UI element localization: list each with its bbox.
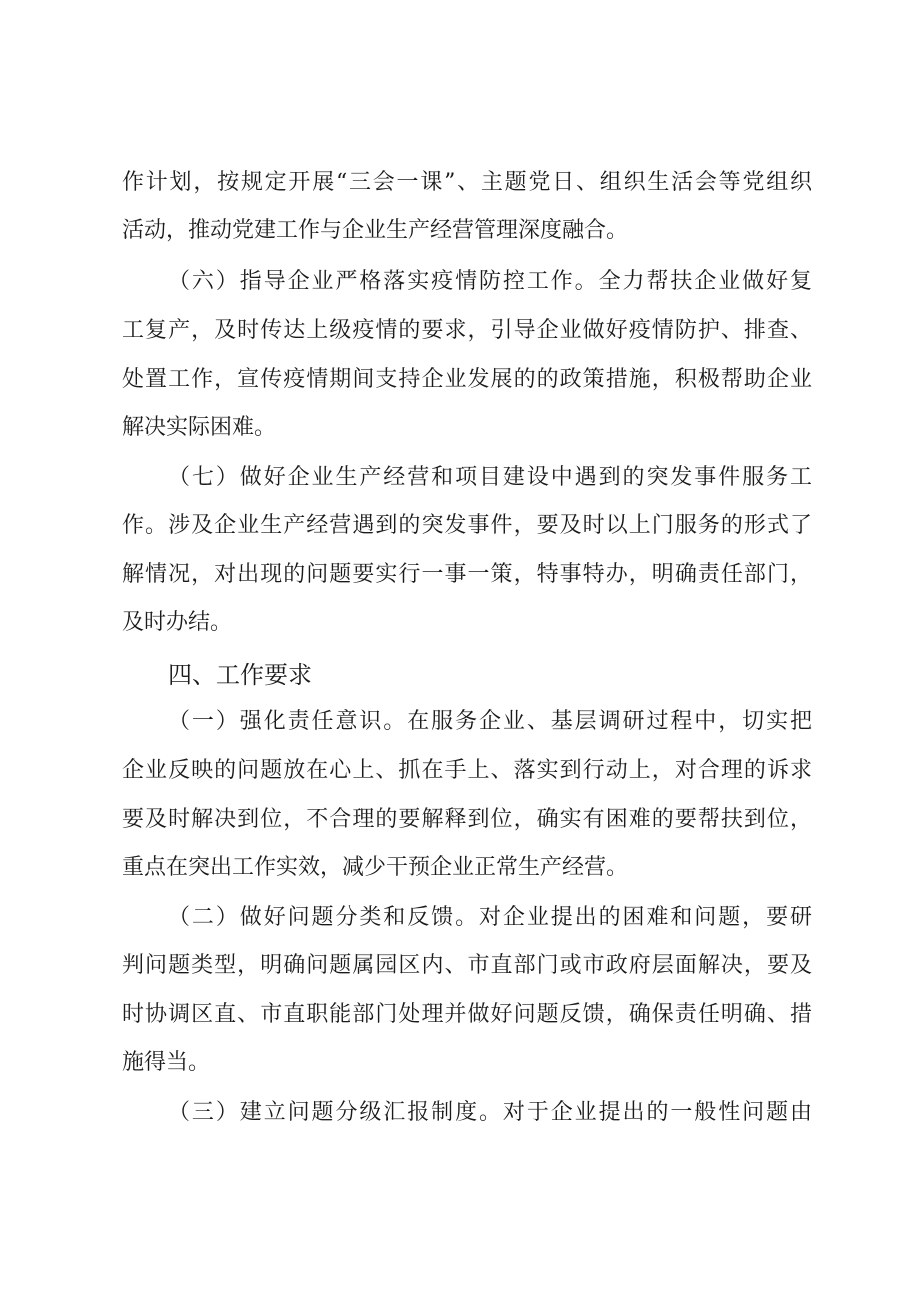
paragraph-line: 作计划，按规定开展“三会一课”、主题党日、组织生活会等党组织 <box>122 170 812 195</box>
section-heading: 四、工作要求 <box>168 661 312 689</box>
paragraph-line: （二）做好问题分类和反馈。对企业提出的困难和问题，要研 <box>168 905 812 930</box>
paragraph-line: 处置工作，宣传疫情期间支持企业发展的的政策措施，积极帮助企业 <box>122 367 812 392</box>
paragraph-line: 解情况，对出现的问题要实行一事一策，特事特办，明确责任部门， <box>122 562 812 587</box>
paragraph-line: 企业反映的问题放在心上、抓在手上、落实到行动上，对合理的诉求 <box>122 758 812 783</box>
paragraph-line: （三）建立问题分级汇报制度。对于企业提出的一般性问题由 <box>168 1100 812 1125</box>
paragraph-line: 施得当。 <box>122 1050 211 1075</box>
paragraph-line: 工复产，及时传达上级疫情的要求，引导企业做好疫情防护、排查、 <box>122 318 812 343</box>
paragraph-line: 判问题类型，明确问题属园区内、市直部门或市政府层面解决，要及 <box>122 953 812 978</box>
paragraph-line: 活动，推动党建工作与企业生产经营管理深度融合。 <box>122 218 629 243</box>
paragraph-line: 要及时解决到位，不合理的要解释到位，确实有困难的要帮扶到位， <box>122 807 812 832</box>
paragraph-line: 作。涉及企业生产经营遇到的突发事件，要及时以上门服务的形式了 <box>122 513 812 538</box>
paragraph-line: 时协调区直、市直职能部门处理并做好问题反馈，确保责任明确、措 <box>122 1002 812 1027</box>
paragraph-line: （一）强化责任意识。在服务企业、基层调研过程中，切实把 <box>168 709 812 734</box>
paragraph-line: 及时办结。 <box>122 610 233 635</box>
paragraph-line: （七）做好企业生产经营和项目建设中遇到的突发事件服务工 <box>168 465 812 490</box>
paragraph-line: 重点在突出工作实效，减少干预企业正常生产经营。 <box>122 855 629 880</box>
paragraph-line: 解决实际困难。 <box>122 415 277 440</box>
paragraph-line: （六）指导企业严格落实疫情防控工作。全力帮扶企业做好复 <box>168 269 812 294</box>
